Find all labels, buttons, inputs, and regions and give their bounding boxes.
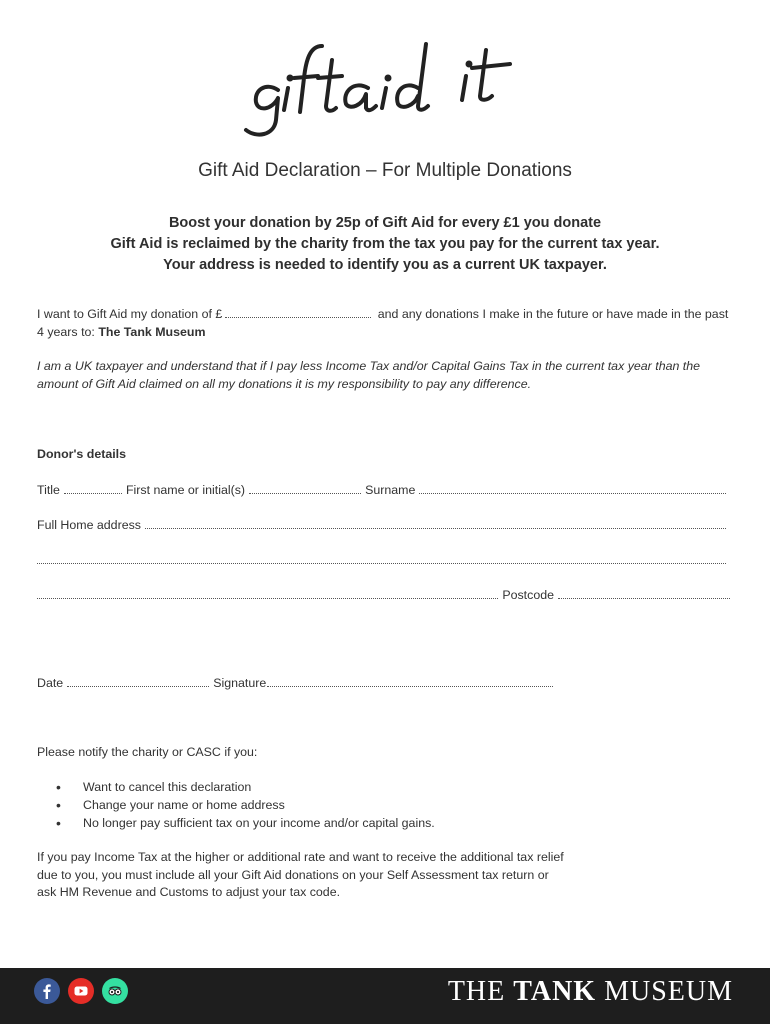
postcode-field[interactable] [558, 586, 730, 599]
date-signature-row [37, 674, 557, 690]
date-field[interactable] [67, 674, 209, 687]
brand-bold: TANK [513, 976, 597, 1007]
notify-list [52, 778, 435, 832]
gift-aid-declaration [37, 306, 737, 341]
surname-field[interactable] [419, 481, 726, 494]
declaration-after: and any donations I make in the future or have made in the past 4 years to: [37, 307, 729, 339]
signature-field[interactable] [267, 674, 553, 687]
intro-line: Your address is needed to identify you as a current UK taxpayer. [163, 257, 607, 273]
form-title: Gift Aid Declaration – For Multiple Donations [198, 160, 572, 181]
title-field[interactable] [64, 481, 122, 494]
declaration-before: I want to Gift Aid my donation of £ [37, 307, 223, 321]
gift-aid-logo-script [236, 38, 536, 143]
first-name-label: First name or initial(s) [125, 483, 246, 497]
taxpayer-statement: I am a UK taxpayer and understand that if I pay less Income Tax and/or Capital Gains Tax in the current tax year than the amount of Gift Aid claimed on all my donations it is my responsibility to pay any difference. [37, 359, 701, 391]
notify-intro: Please notify the charity or CASC if you: [37, 745, 258, 759]
list-item: • Change your name or home address [52, 796, 435, 814]
brand-prefix: THE [447, 976, 506, 1007]
intro-line: Gift Aid is reclaimed by the charity from the tax you pay for the current tax year. [110, 236, 660, 252]
list-item: • Want to cancel this declaration [52, 778, 435, 796]
donor-details-heading: Donor's details [37, 447, 127, 461]
signature-label: Signature [213, 676, 267, 690]
list-item: • No longer pay sufficient tax on your income and/or capital gains. [52, 814, 435, 832]
address-field-line-3[interactable] [37, 586, 498, 599]
first-name-field[interactable] [249, 481, 361, 494]
address-row [37, 516, 730, 532]
address-field-line-1[interactable] [145, 516, 726, 529]
tank-museum-logo-text [448, 976, 733, 1008]
brand-suffix: MUSEUM [604, 976, 733, 1007]
charity-name: The Tank Museum [98, 324, 206, 339]
name-row [37, 481, 730, 497]
address-label: Full Home address [37, 518, 141, 532]
higher-rate-note: If you pay Income Tax at the higher or additional rate and want to receive the additional tax relief due to you, you must include all your Gift Aid donations on your Self Assessment tax return or ask HM Revenue and Customs to adjust your tax code. [37, 850, 564, 899]
tripadvisor-icon[interactable] [102, 978, 128, 1004]
postcode-label: Postcode [502, 588, 554, 602]
donation-amount-field[interactable] [225, 307, 371, 318]
intro-line: Boost your donation by 25p of Gift Aid for every £1 you donate [168, 215, 602, 231]
surname-label: Surname [365, 483, 416, 497]
address-row-2 [37, 551, 730, 567]
intro-text [0, 213, 770, 276]
gift-aid-it-logo [236, 38, 536, 143]
youtube-icon[interactable] [68, 978, 94, 1004]
footer-bar [0, 968, 770, 1024]
address-field-line-2[interactable] [37, 551, 726, 564]
postcode-row [37, 586, 730, 602]
date-label: Date [37, 676, 64, 690]
facebook-icon[interactable] [34, 978, 60, 1004]
title-label: Title [37, 483, 60, 497]
